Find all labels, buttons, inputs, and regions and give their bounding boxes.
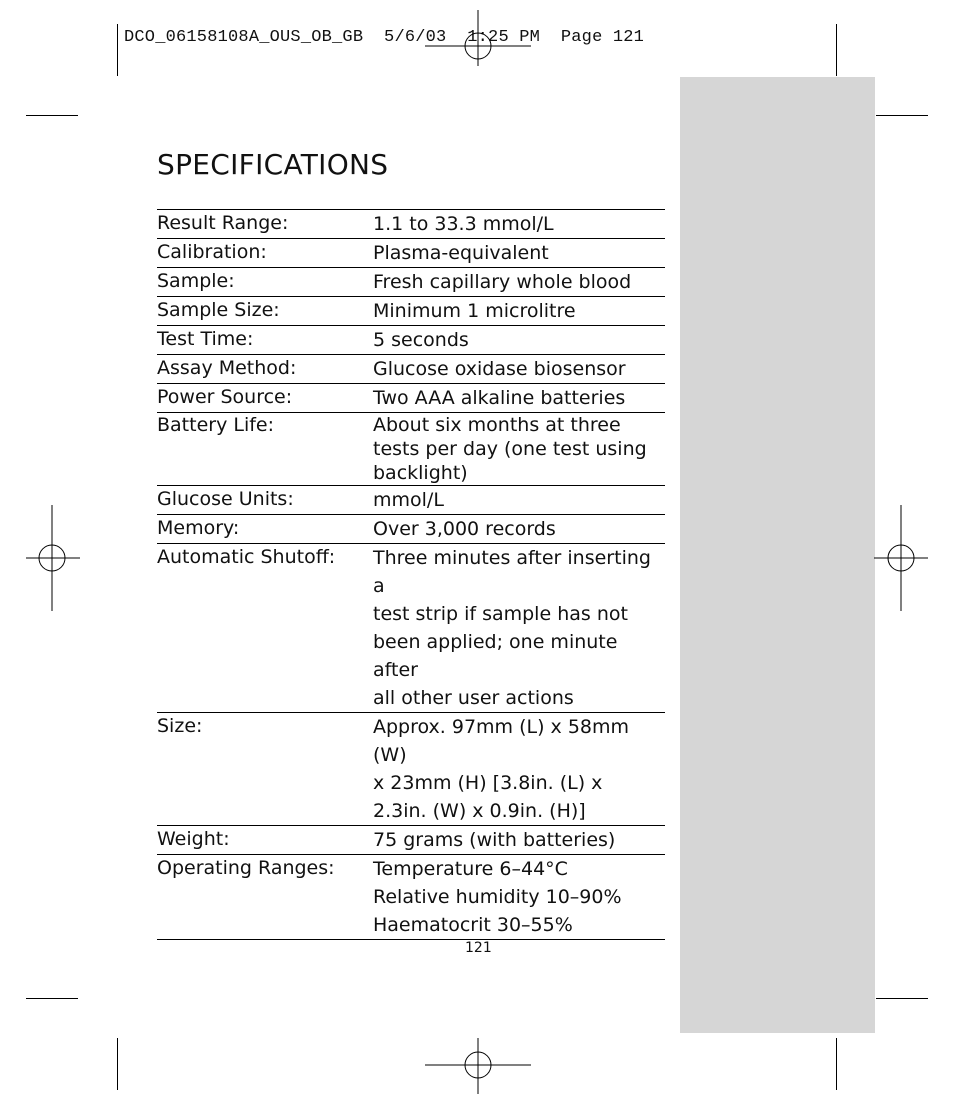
spec-value-line: 1.1 to 33.3 mmol/L: [373, 213, 554, 235]
page-title: SPECIFICATIONS: [157, 148, 389, 181]
spec-label: Result Range:: [157, 212, 289, 234]
spec-value-line: test strip if sample has not: [373, 603, 628, 625]
spec-value-line: Two AAA alkaline batteries: [373, 387, 626, 409]
crop-mark-top-left-vertical: [117, 24, 118, 76]
spec-value-line: 75 grams (with batteries): [373, 829, 616, 851]
spec-value-line: tests per day (one test using: [373, 438, 647, 460]
spec-value-line: Three minutes after inserting a: [373, 547, 651, 597]
registration-target-right: [874, 505, 928, 611]
spec-value-line: mmol/L: [373, 489, 444, 511]
specifications-table: [157, 209, 665, 940]
spec-row-calibration: [157, 239, 665, 268]
spec-value-line: Minimum 1 microlitre: [373, 300, 576, 322]
spec-row-sample-size: [157, 297, 665, 326]
crop-mark-bottom-left-vertical: [117, 1038, 118, 1090]
spec-value-line: Glucose oxidase biosensor: [373, 358, 626, 380]
spec-label: Test Time:: [157, 328, 254, 350]
spec-value-line: been applied; one minute after: [373, 631, 618, 681]
spec-value-line: Over 3,000 records: [373, 518, 556, 540]
crop-mark-bottom-right-vertical: [836, 1038, 837, 1090]
spec-value: [373, 826, 665, 855]
spec-value: [373, 413, 665, 486]
spec-label: Glucose Units:: [157, 488, 294, 510]
spec-row-test-time: [157, 326, 665, 355]
spec-value: [373, 515, 665, 544]
registration-target-top: [425, 10, 531, 66]
spec-value-line: Plasma-equivalent: [373, 242, 549, 264]
spec-value: [373, 855, 665, 940]
spec-value: [373, 384, 665, 413]
spec-row-automatic-shutoff: [157, 544, 665, 713]
crop-mark-top-left-horizontal: [26, 115, 78, 116]
spec-label: Calibration:: [157, 241, 267, 263]
spec-row-battery-life: [157, 413, 665, 486]
spec-value-line: Relative humidity 10–90%: [373, 886, 622, 908]
spec-value: [373, 486, 665, 515]
spec-label: Sample:: [157, 270, 235, 292]
spec-value-line: Fresh capillary whole blood: [373, 271, 632, 293]
spec-value-line: About six months at three: [373, 414, 621, 436]
spec-value: [373, 326, 665, 355]
spec-row-assay-method: [157, 355, 665, 384]
spec-value: [373, 713, 665, 826]
spec-value: [373, 268, 665, 297]
spec-value-line: backlight): [373, 462, 468, 484]
crop-mark-bottom-left-horizontal: [26, 998, 78, 999]
spec-value: [373, 544, 665, 713]
spec-value: [373, 297, 665, 326]
print-slug: DCO_06158108A_OUS_OB_GB 5/6/03 1:25 PM Page 121: [124, 28, 645, 47]
spec-label: Sample Size:: [157, 299, 280, 321]
spec-label: Weight:: [157, 828, 230, 850]
spec-value-line: x 23mm (H) [3.8in. (L) x: [373, 772, 603, 794]
spec-row-result-range: [157, 210, 665, 239]
spec-row-power-source: [157, 384, 665, 413]
spec-label: Size:: [157, 715, 203, 737]
spec-label: Power Source:: [157, 386, 293, 408]
spec-row-size: [157, 713, 665, 826]
spec-value-line: Temperature 6–44°C: [373, 858, 568, 880]
spec-value-line: 2.3in. (W) x 0.9in. (H)]: [373, 800, 586, 822]
spec-row-weight: [157, 826, 665, 855]
spec-value-line: Haematocrit 30–55%: [373, 914, 573, 936]
gray-side-band: [680, 77, 875, 1033]
spec-row-operating-ranges: [157, 855, 665, 940]
spec-row-sample: [157, 268, 665, 297]
crop-mark-top-right-horizontal: [876, 115, 928, 116]
spec-value-line: 5 seconds: [373, 329, 469, 351]
page-number: 121: [465, 940, 492, 956]
spec-label: Assay Method:: [157, 357, 297, 379]
spec-value: [373, 239, 665, 268]
spec-value: [373, 355, 665, 384]
spec-label: Battery Life:: [157, 414, 275, 436]
crop-mark-top-right-vertical: [836, 24, 837, 76]
spec-value-line: Approx. 97mm (L) x 58mm (W): [373, 716, 630, 766]
spec-label: Operating Ranges:: [157, 857, 335, 879]
spec-value: [373, 210, 665, 239]
registration-target-left: [26, 505, 80, 611]
spec-row-memory: [157, 515, 665, 544]
spec-label: Memory:: [157, 517, 240, 539]
registration-target-bottom: [425, 1038, 531, 1094]
crop-mark-bottom-right-horizontal: [876, 998, 928, 999]
spec-value-line: all other user actions: [373, 687, 574, 709]
spec-label: Automatic Shutoff:: [157, 546, 336, 568]
spec-row-glucose-units: [157, 486, 665, 515]
